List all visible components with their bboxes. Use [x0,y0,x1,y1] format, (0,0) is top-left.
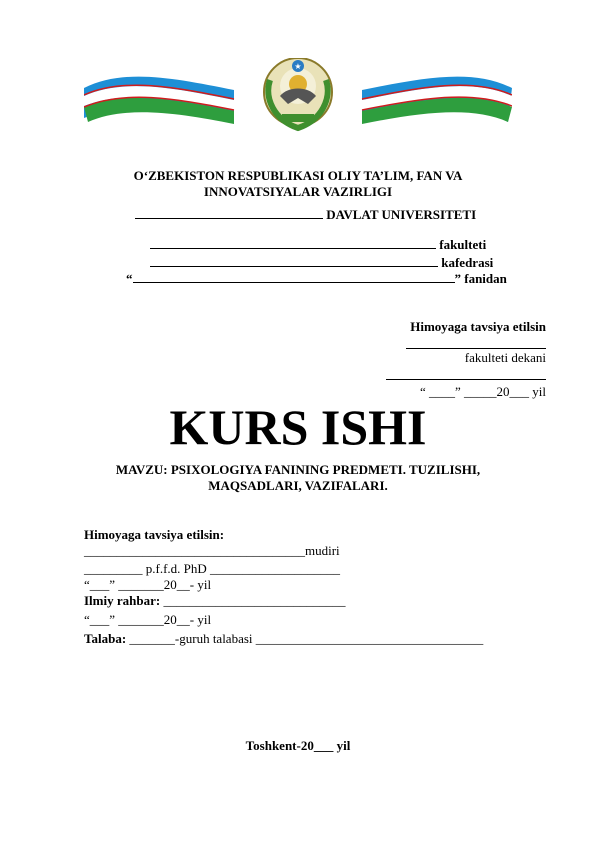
recommend-heading: Himoyaga tavsiya etilsin: [84,527,225,542]
city-year: Toshkent-20___ yil [245,738,351,753]
approval-date: “ ____” _____20___ yil [419,384,546,399]
advisor-line [84,593,345,609]
faculty-suffix: fakulteti [439,237,487,252]
recommend-date: “___” _______20__- yil [84,577,212,592]
approval-heading: Himoyaga tavsiya etilsin [410,319,546,334]
ministry-name-line2: INNOVATSIYALAR VAZIRLIGI [203,184,393,199]
topic-line2-text: MAQSADLARI, VAZIFALARI. [208,478,388,493]
topic-line2 [60,478,536,494]
topic-line1: MAVZU: PSIXOLOGIYA FANINING PREDMETI. TUZILISHI, [115,462,481,477]
faculty-line [150,236,486,253]
department-head-line: __________________________________mudiri [84,543,340,558]
approval-dean-signature-line [386,379,546,380]
approval-signature-line [406,348,546,349]
advisor-blank: ____________________________ [163,593,346,608]
topic [60,462,536,494]
svg-text:★: ★ [294,62,302,71]
ministry-name-line1: O‘ZBEKISTON RESPUBLIKASI OLIY TA’LIM, FAN VA [133,168,463,183]
student-text: _______-guruh talabasi ___________________________________ [129,631,484,646]
advisor-label: Ilmiy rahbar: [84,593,161,608]
department-line [150,254,493,271]
subject-suffix: ” fanidan [454,271,507,286]
student-label: Talaba: [84,631,127,646]
department-blank [150,254,438,267]
phd-line: _________ p.f.f.d. PhD ____________________ [84,561,341,576]
subject-open-quote: “ [126,271,133,286]
department-suffix: kafedrasi [441,255,494,270]
subject-line [126,270,507,287]
subject-blank [133,270,455,283]
uzbekistan-emblem-logo [84,58,512,136]
approval-dean: fakulteti dekani [464,350,546,365]
faculty-blank [150,236,436,249]
university-suffix: DAVLAT UNIVERSITETI [326,207,477,222]
university-blank [135,206,323,219]
student-line [84,631,483,647]
document-title: KURS ISHI [169,399,427,455]
advisor-date: “___” _______20__- yil [84,612,212,627]
university-line [135,206,476,223]
